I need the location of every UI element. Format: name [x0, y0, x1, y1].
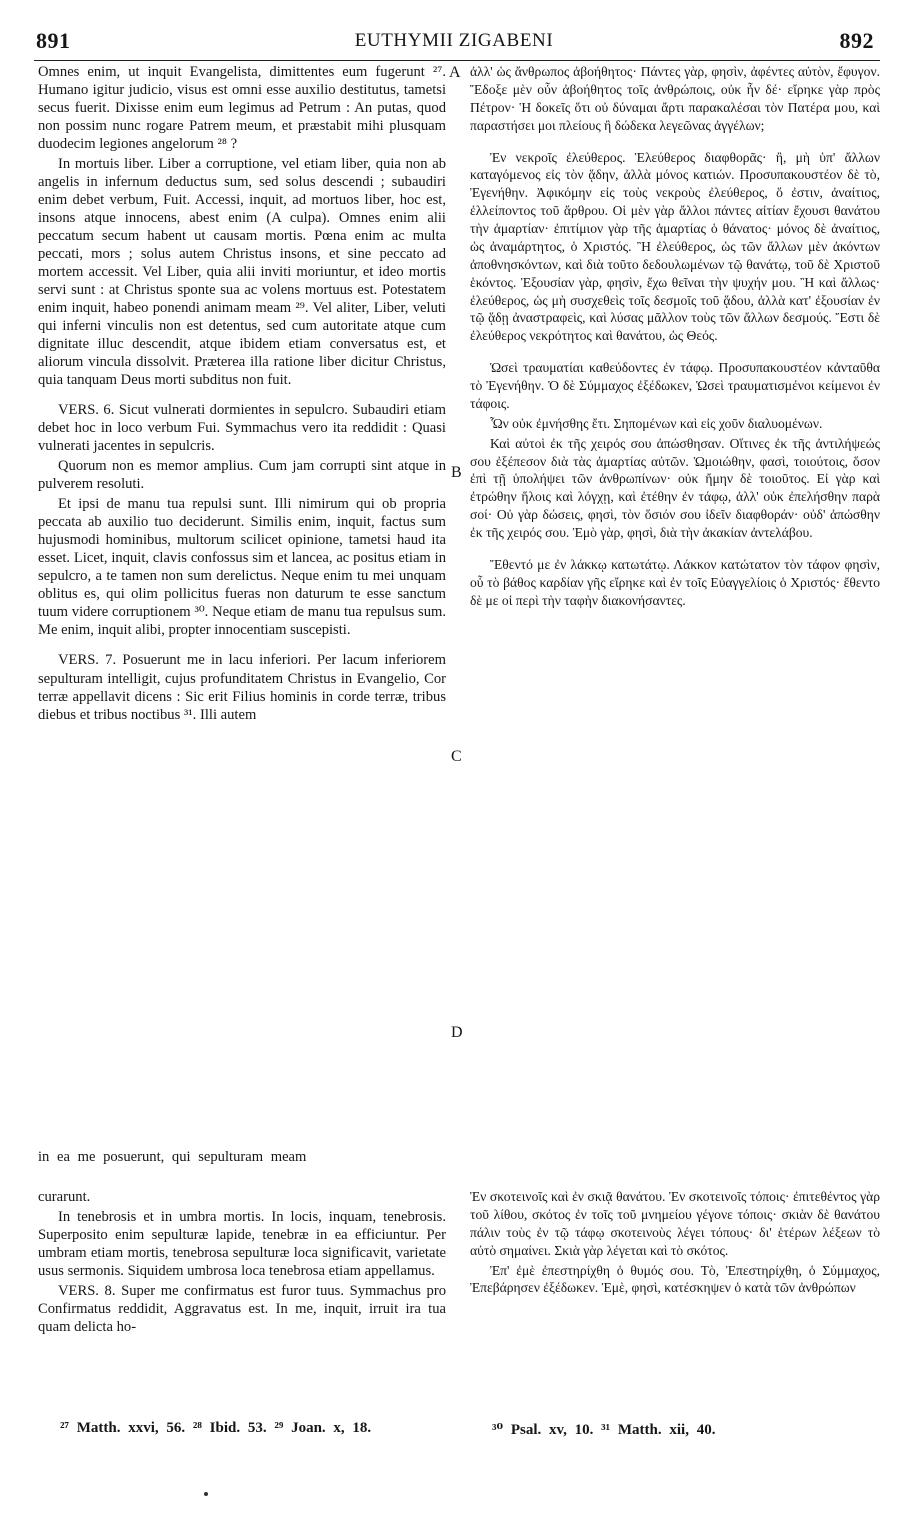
header-rule: [34, 60, 880, 61]
latin-paragraph: In tenebrosis et in umbra mortis. In locis, inquam, tenebrosis. Superposito enim sepulturæ lapide, tenebræ in ea efficiuntur. Per umbram etiam mortis, tenebrosa sepulturæ loca significavit, varietate usus sermonis. Siquidem umbrosa loca tenebrosa etiam appellamus.: [38, 1209, 446, 1280]
greek-paragraph: Ἐπ' ἐμὲ ἐπεστηρίχθη ὁ θυμός σου. Τὸ, Ἐπεστηρίχθη, ὁ Σύμμαχος, Ἐπεβάρησεν ἐξέδωκεν. Ἐμὲ, φησὶ, κατέσκηψεν ὁ κατὰ τῶν ἀνθρώπων: [470, 1262, 880, 1296]
latin-column: [38, 63, 446, 726]
spanning-line: in ea me posuerunt, qui sepulturam meam: [38, 1149, 307, 1165]
latin-paragraph: VERS. 7. Posuerunt me in lacu inferiori. Per lacum inferiorem sepulturam intelligit, cujus profunditatem Christus in Evangelio, Cor terræ appellavit dicens : Sic erit Filius hominis in corde terræ, tribus diebus et tribus noctibus ³¹. Illi autem: [38, 652, 446, 723]
greek-paragraph: Ὧν οὐκ ἐμνήσθης ἔτι. Σηπομένων καὶ εἰς χοῦν διαλυομένων.: [490, 415, 823, 431]
footnote-group-left: ²⁷ Matth. xxvi, 56. ²⁸ Ibid. 53. ²⁹ Joan. x, 18.: [60, 1420, 372, 1436]
margin-marker-a: A: [449, 64, 461, 81]
latin-paragraph: Omnes enim, ut inquit Evangelista, dimittentes eum fugerunt ²⁷. Humano igitur judicio, visus est omni esse auxilio destitutus, tametsi secus fuerit. Dixisse enim eum legimus ad Petrum : An putas, quod non possim nunc rogare Patrem meum, et præstabit mihi plusquam duodecim legiones angelorum ²⁸ ?: [38, 64, 446, 153]
greek-paragraph: Ὡσεὶ τραυματίαι καθεύδοντες ἐν τάφῳ. Προσυπακουστέον κἀνταῦθα τὸ Ἐγενήθην. Ὁ δὲ Σύμμαχος ἐξέδωκεν, Ὡσεὶ τραυματισμένοι κείμενοι ἐν τάφοις.: [470, 360, 880, 411]
margin-marker-b: B: [451, 464, 462, 481]
margin-marker-d: D: [451, 1024, 463, 1041]
greek-paragraph: Ἐν νεκροῖς ἐλεύθερος. Ἐλεύθερος διαφθορᾶς· ἢ, μὴ ὑπ' ἄλλων καταγόμενος εἰς τὸν ᾅδην, ἀλλὰ μόνος κατιών. Προσυπακουστέον δὲ τὸ, Ἐγενήθην. Ἀφικόμην εἰς τοὺς νεκροὺς ἐλεύθερος, ὅ ἐστιν, ἀναίτιος, ἐλλείποντος τοῦ ἄρθρου. Οἱ μὲν γὰρ ἄλλοι πάντες αἰτίαν ἔχουσι θανάτου τὴν ἁμαρτίαν· ἐπιτίμιον γὰρ τῆς ἁμαρτίας ὁ θάνατος· μόνος δὲ ἀναίτιος, ὡς ἀναμάρτητος, ὁ Χριστός. Ἢ ἐλεύθερος, ὡς τῶν ἄλλων μὲν ἀκόντων ἀποθνησκόντων, καὶ διὰ τοῦτο δεδουλωμένων τῷ θανάτῳ, τοῦ δὲ Χριστοῦ ἑκόντος. Ἐξουσίαν γὰρ, φησὶν, ἔχω θεῖναι τὴν ψυχήν μου. Ἢ καὶ ἄλλως· ἐλεύθερος, ὡς μὴ συσχεθεὶς τοῖς δεσμοῖς τοῦ ᾅδου, ἀλλὰ κατ' ἐξουσίαν ἐν τῷ ᾅδῃ ἀναστραφεὶς, καὶ λύσας μᾶλλον τοὺς τῶν ἄλλων δεσμούς. Ἔστι δὲ ἐλεύθερος νεκρότητος καὶ θανάτου, ὡς Θεός.: [470, 149, 880, 344]
running-title: EUTHYMII ZIGABENI: [354, 30, 554, 51]
greek-column: [470, 63, 880, 612]
latin-paragraph: VERS. 8. Super me confirmatus est furor tuus. Symmachus pro Confirmatus reddidit, Aggravatus est. In me, inquit, irruit ira tua quam delicta ho-: [38, 1283, 446, 1336]
latin-paragraph: curarunt.: [38, 1189, 91, 1205]
margin-marker-c: C: [451, 748, 462, 765]
print-speck: [204, 1492, 208, 1496]
latin-paragraph: VERS. 6. Sicut vulnerati dormientes in sepulcro. Subaudiri etiam debet hoc in loco verbum Fui. Symmachus vero ita reddidit : Quasi vulnerati jacentes in sepulcris.: [38, 402, 446, 455]
greek-paragraph: Καὶ αὐτοὶ ἐκ τῆς χειρός σου ἀπώσθησαν. Οἵτινες ἐκ τῆς ἀντιλήψεώς σου ἐξέπεσον διὰ τὰς ἁμαρτίας αὐτῶν. Ὡμοιώθην, φασὶ, τοιούτοις, ὅσον ἐπὶ τῇ ὑπολήψει τῶν ἀνθρωπίνων· οὐκ ἤμην δὲ τοιοῦτος. Εἰ γὰρ καὶ ἐτρώθην ἥλοις καὶ λόγχῃ, καὶ ἐτέθην ἐν τάφῳ, ἀλλ' οὐκ ἐπελήσθην παρὰ σοί· Οὐ γὰρ δώσεις, φησὶ, τὸν ὅσιόν σου ἰδεῖν διαφθοράν· οὐδ' ἀπώσθην ἐκ τῆς χειρός σου. Ἐμὸ γὰρ, φησὶ, διὰ τὴν ἀκακίαν ἀντελάβου.: [470, 435, 880, 540]
greek-paragraph: Ἐν σκοτεινοῖς καὶ ἐν σκιᾷ θανάτου. Ἐν σκοτεινοῖς τόποις· ἐπιτεθέντος γὰρ τοῦ λίθου, σκότος ἐν τοῖς τοῦ μνημείου γέγονε τόποις· σκιὰν δὲ θανάτου πάλιν τοὺς ἐν τῷ τάφῳ σκοτεινοὺς λέγει τόπους· δι' ἑτέρων λέξεων τὸ αὐτὸ σημαίνει. Σκιὰ γὰρ λέγεται καὶ τὸ σκότος.: [470, 1189, 880, 1258]
greek-column-lower: [470, 1188, 880, 1299]
greek-paragraph: ἀλλ' ὡς ἄνθρωπος ἀβοήθητος· Πάντες γὰρ, φησὶν, ἀφέντες αὐτὸν, ἔφυγον. Ἔδοξε μὲν οὖν ἀβοήθητος τοῖς ἀνθρώποις, οὐκ ἦν δέ· εἴρηκε γὰρ πρὸς Πέτρον· Ἡ δοκεῖς ὅτι οὐ δύναμαι ἄρτι παρακαλέσαι τὸν Πατέρα μου, καὶ παραστήσει μοι πλείους ἢ δώδεκα λεγεῶνας ἀγγέλων;: [470, 64, 880, 133]
latin-paragraph: In mortuis liber. Liber a corruptione, vel etiam liber, quia non ab angelis in infernum deductus sum, sed solus descendi ; subaudiri enim debet verbum, Fuit. Accessi, inquit, ad mortuos liber, hoc est, insons atque innocens, abest enim (A culpa). Omnes enim alii peccatum secum habent ut causam mortis. Pœna enim ac multa peccati, mors ; solus autem Christus insons, et sine peccato ad mortem accessit. Vel Liber, quia alii inviti moriuntur, et ideo mortis servi sunt : at Christus sponte sua ac volens mortuus est. Potestatem enim inquit, habeo ponendi animam meam ²⁹. Vel aliter, Liber, veluti qui inferni vinculis non est detentus, sed cum autoritate atque cum dignitate illuc descendit, atque ibidem etiam conversatus est, et aliorum vincula dissolvit. Præterea illa ratione liber dicitur Christus, quia tanquam Deus morti subditus non fuit.: [38, 156, 446, 389]
running-header: [30, 28, 878, 58]
latin-paragraph: Quorum non es memor amplius. Cum jam corrupti sint atque in pulverem resoluti.: [38, 458, 446, 493]
latin-paragraph: Et ipsi de manu tua repulsi sunt. Illi nimirum qui ob propria peccata ab auxilio tuo deciderunt. Similis enim, inquit, factus sum hujusmodi hominibus, multorum scilicet opinione, tametsi haud ita esset. Licet, inquit, clavis confossus sim et lancea, ac positus etiam in sepulcro, a te tamen non sum derelictus. Neque enim tu mei unquam oblitus es, qui olim pollicitus fueras non daturum te esse sanctum tuum videre corruptionem ³⁰. Neque etiam de manu tua repulsus sum. Me enim, inquit alibi, propter innocentiam suscepisti.: [38, 496, 446, 639]
page-number-right: 892: [839, 28, 874, 53]
footnote-group-right: ³⁰ Psal. xv, 10. ³¹ Matth. xii, 40.: [492, 1422, 716, 1438]
latin-column-lower: [38, 1188, 446, 1338]
page-number-left: 891: [36, 28, 71, 53]
greek-paragraph: Ἔθεντό με ἐν λάκκῳ κατωτάτῳ. Λάκκον κατώτατον τὸν τάφον φησὶν, οὗ τὸ βάθος καρδίαν γῆς εἴρηκε καὶ ἐν τοῖς Εὐαγγελίοις ὁ Χριστός· ἔθεντο δὲ με οἱ περὶ τὴν ταφὴν διακονήσαντες.: [470, 556, 880, 608]
